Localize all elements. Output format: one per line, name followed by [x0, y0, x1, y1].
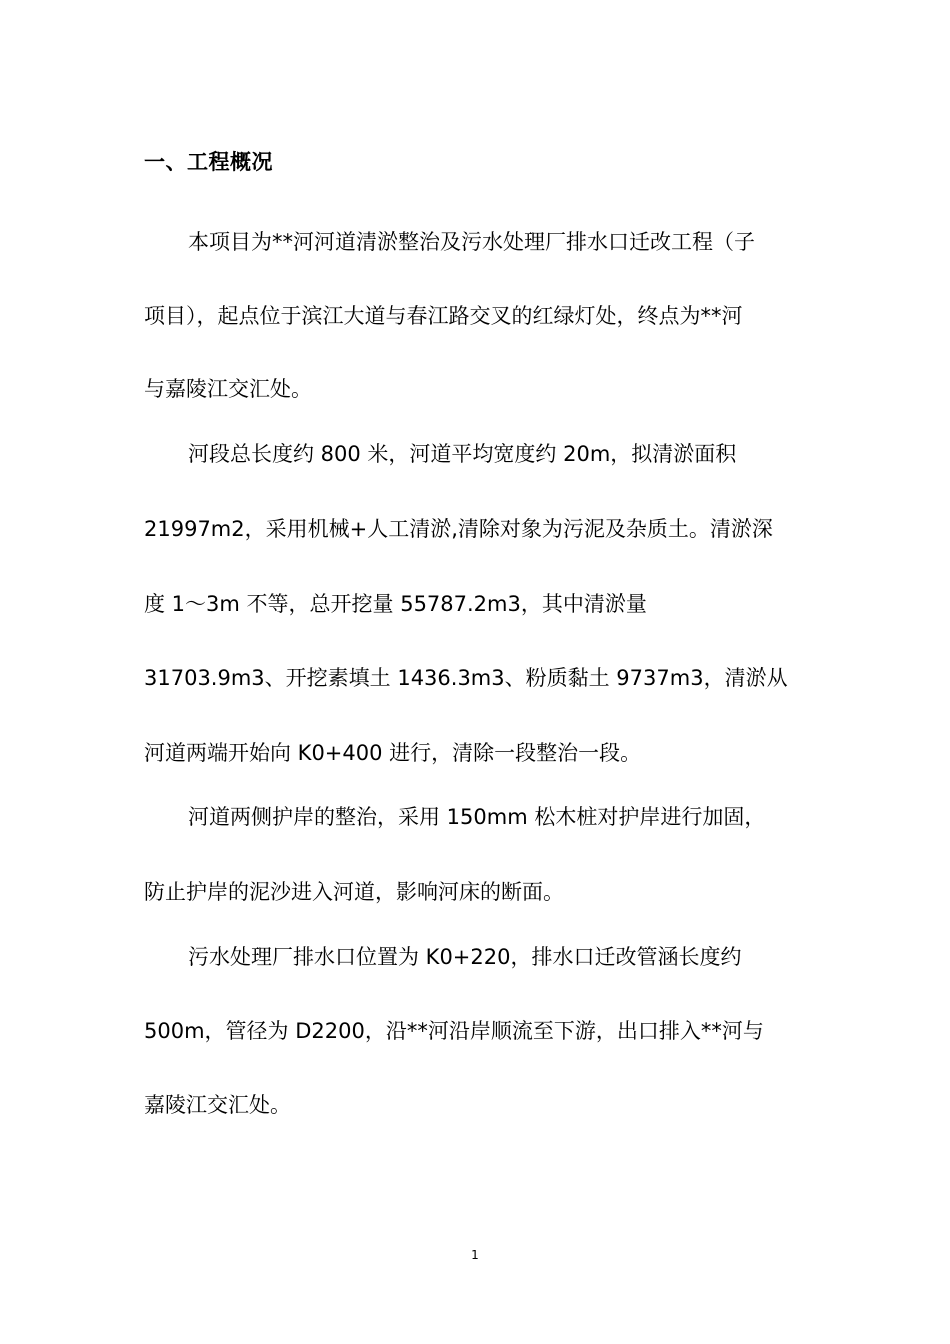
paragraph-line: 21997m2，采用机械+人工清淤,清除对象为污泥及杂质土。清淤深: [144, 517, 773, 541]
page-number: 1: [471, 1248, 479, 1262]
paragraph-line: 防止护岸的泥沙进入河道，影响河床的断面。: [144, 880, 564, 904]
paragraph-line: 嘉陵江交汇处。: [144, 1093, 291, 1117]
paragraph-line: 河道两端开始向 K0+400 进行，清除一段整治一段。: [144, 741, 642, 765]
paragraph-line: 31703.9m3、开挖素填土 1436.3m3、粉质黏土 9737m3，清淤从: [144, 666, 788, 690]
paragraph-line: 项目），起点位于滨江大道与春江路交叉的红绿灯处，终点为**河: [144, 304, 743, 328]
paragraph-line: 本项目为**河河道清淤整治及污水处理厂排水口迁改工程（子: [188, 230, 755, 254]
paragraph-line: 污水处理厂排水口位置为 K0+220，排水口迁改管涵长度约: [188, 945, 742, 969]
paragraph-line: 500m，管径为 D2200，沿**河沿岸顺流至下游，出口排入**河与: [144, 1019, 764, 1043]
paragraph-line: 度 1～3m 不等，总开挖量 55787.2m3，其中清淤量: [144, 592, 647, 616]
paragraph-line: 河道两侧护岸的整治，采用 150mm 松木桩对护岸进行加固，: [188, 805, 766, 829]
paragraph-line: 与嘉陵江交汇处。: [144, 377, 312, 401]
section-heading: 一、工程概况: [144, 150, 273, 174]
paragraph-line: 河段总长度约 800 米，河道平均宽度约 20m，拟清淤面积: [188, 442, 737, 466]
